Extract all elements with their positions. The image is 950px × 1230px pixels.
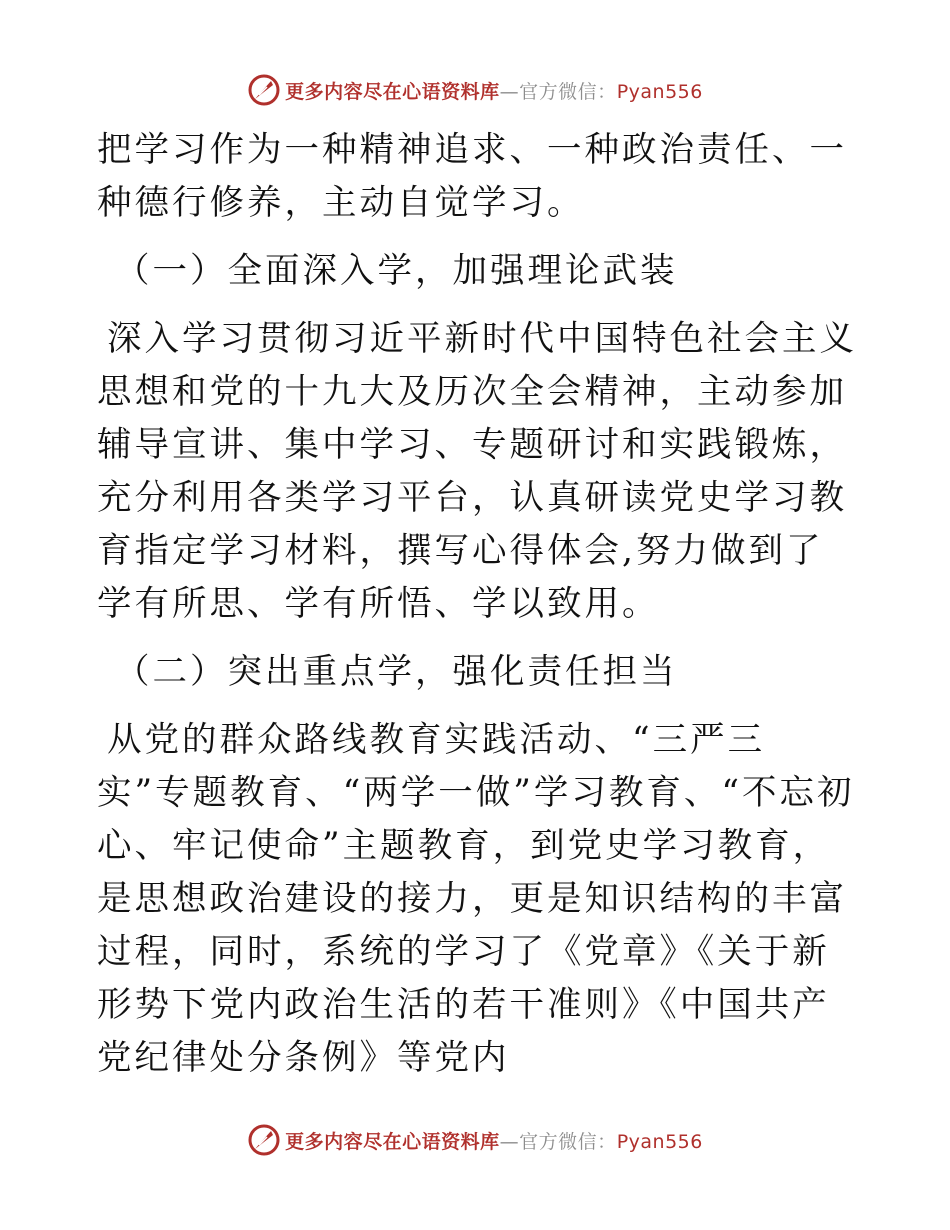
watermark-account: Pyan556 (616, 80, 703, 103)
watermark-channel-text: 官方微信： (519, 1130, 617, 1153)
watermark-account: Pyan556 (616, 1130, 703, 1153)
watermark-dash: — (499, 80, 520, 103)
footer-watermark (0, 1120, 950, 1160)
section-heading-1: （一）全面深入学，加强理论武装 (115, 251, 678, 291)
header-watermark (0, 70, 950, 110)
paragraph-2: 深入学习贯彻习近平新时代中国特色社会主义思想和党的十九大及历次全会精神，主动参加辅导宣讲、集中学习、专题研讨和实践锻炼，充分利用各类学习平台，认真研读党史学习教育指定学习材料，撰写心得体会,努力做到了学有所思、学有所悟、学以致用。 (97, 319, 857, 624)
document-body (97, 124, 857, 1085)
watermark-brand-text: 更多内容尽在心语资料库 (285, 80, 500, 103)
paragraph-3: 从党的群众路线教育实践活动、“三严三实”专题教育、“两学一做”学习教育、“不忘初心、牢记使命”主题教育，到党史学习教育，是思想政治建设的接力，更是知识结构的丰富过程，同时，系统的学习了《党章》《关于新形势下党内政治生活的若干准则》《中国共产党纪律处分条例》等党内 (97, 720, 855, 1078)
feather-seal-icon (247, 73, 281, 107)
watermark-channel-text: 官方微信： (519, 80, 617, 103)
watermark-dash: — (499, 1130, 520, 1153)
feather-seal-icon (247, 1123, 281, 1157)
watermark-brand-text: 更多内容尽在心语资料库 (285, 1130, 500, 1153)
section-heading-2: （二）突出重点学，强化责任担当 (115, 652, 678, 692)
paragraph-1: 把学习作为一种精神追求、一种政治责任、一种德行修养，主动自觉学习。 (97, 130, 847, 223)
